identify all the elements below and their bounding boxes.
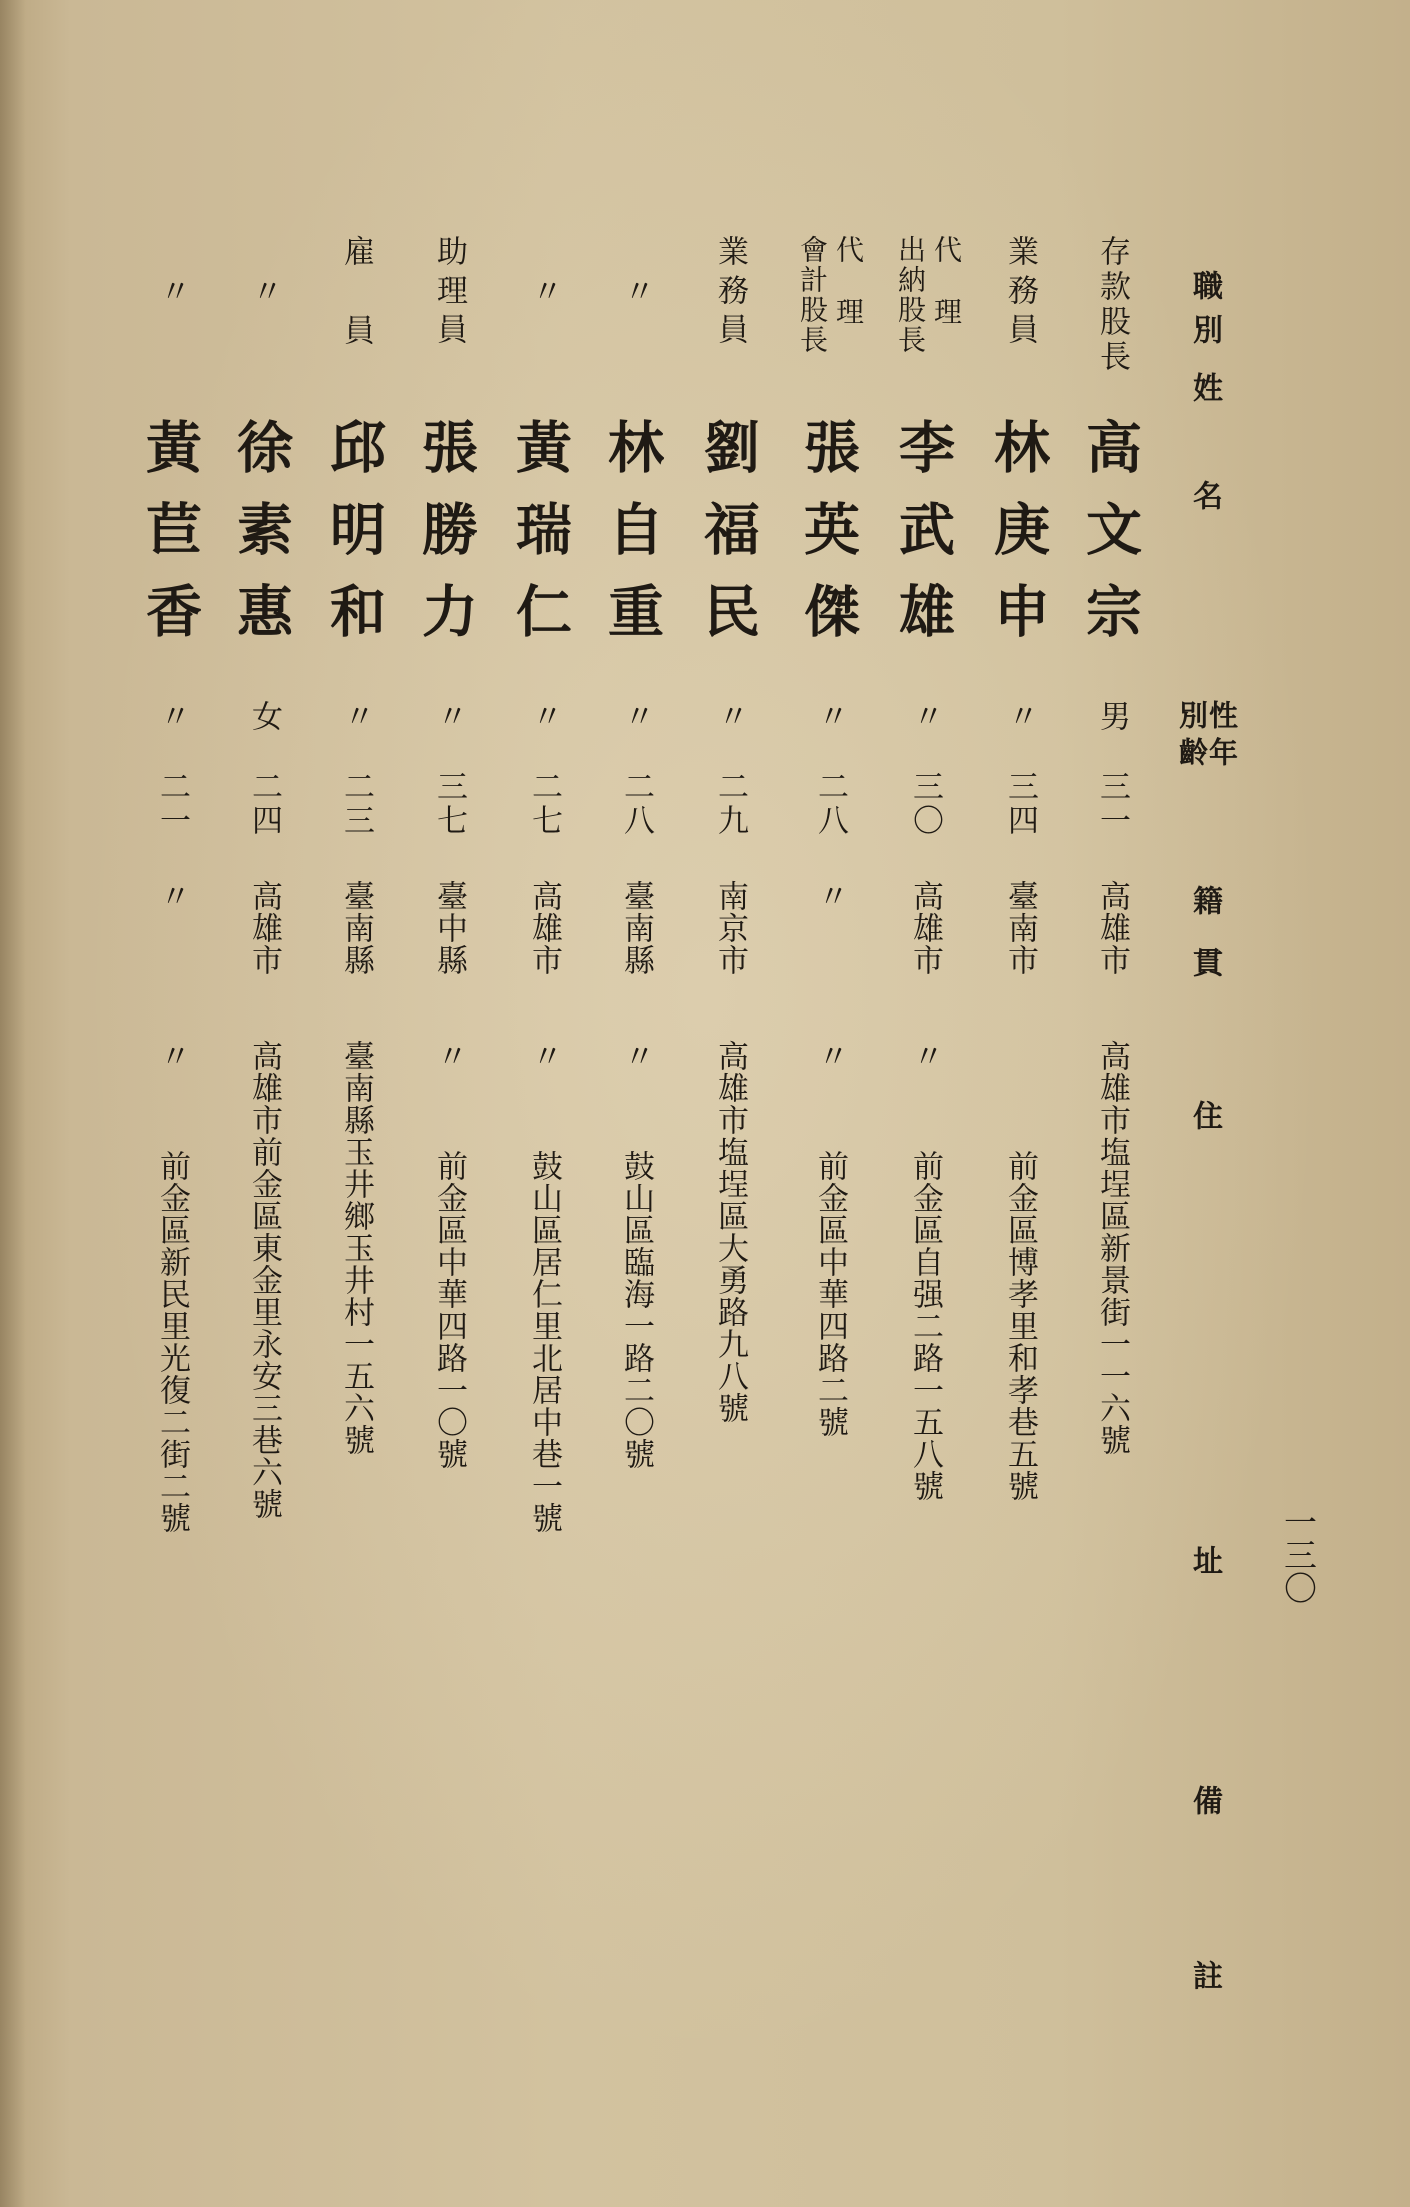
row-address: 前金區自强二路一五八號 <box>907 1150 943 1502</box>
row-age: 三一 <box>1094 770 1130 838</box>
row-name: 張勝力 <box>413 418 479 664</box>
row-age: 二一 <box>154 770 190 838</box>
row-sex: 〃 <box>154 700 190 734</box>
row-address: 臺南縣玉井鄉玉井村一五六號 <box>338 1040 374 1456</box>
row-title: 〃 <box>526 275 562 310</box>
header-sex-age-top: 性年 <box>1205 700 1239 774</box>
row-address: 前金區新民里光復二街二號 <box>154 1150 190 1534</box>
row-origin: 〃 <box>812 880 848 912</box>
row-address: 高雄市塩埕區大勇路九八號 <box>712 1040 748 1424</box>
page-number: 一三〇 <box>1279 1505 1318 1604</box>
row-title: 會計股長 <box>796 235 829 355</box>
row-title: 業務員 <box>1002 235 1038 352</box>
row-title: 出納股長 <box>894 235 927 355</box>
row-title: 雇員 <box>338 235 374 393</box>
row-sex: 男 <box>1094 700 1130 734</box>
row-address: 鼓山區臨海一路二〇號 <box>618 1150 654 1470</box>
row-origin: 臺南縣 <box>338 880 374 976</box>
row-name: 黃苣香 <box>137 418 203 664</box>
row-age: 三七 <box>431 770 467 838</box>
header-remarks-top: 備 <box>1187 1785 1222 1815</box>
row-title: 〃 <box>246 275 282 310</box>
row-sex: 〃 <box>526 700 562 734</box>
row-address: 高雄市塩埕區新景街一一六號 <box>1094 1040 1130 1456</box>
row-address: 前金區中華四路二號 <box>812 1150 848 1438</box>
row-origin: 高雄市 <box>526 880 562 976</box>
row-origin: 臺中縣 <box>431 880 467 976</box>
row-age: 二三 <box>338 770 374 838</box>
row-age: 二八 <box>812 770 848 838</box>
row-ditto-marker: 〃 <box>526 1040 562 1072</box>
row-sex: 〃 <box>907 700 943 734</box>
row-age: 二七 <box>526 770 562 838</box>
row-title-group <box>790 235 870 405</box>
row-address: 前金區博孝里和孝巷五號 <box>1002 1150 1038 1502</box>
row-title: 助理員 <box>431 235 467 352</box>
row-title: 業務員 <box>712 235 748 352</box>
row-name: 林庚申 <box>985 418 1051 664</box>
row-age: 二八 <box>618 770 654 838</box>
row-name: 李武雄 <box>890 418 956 664</box>
row-address: 高雄市前金區東金里永安三巷六號 <box>246 1040 282 1520</box>
row-sex: 〃 <box>338 700 374 734</box>
row-origin: 高雄市 <box>246 880 282 976</box>
row-origin: 臺南縣 <box>618 880 654 976</box>
row-sex: 〃 <box>712 700 748 734</box>
row-origin: 〃 <box>154 880 190 912</box>
header-address-bottom: 址 <box>1187 1545 1222 1575</box>
header-address-top: 住 <box>1187 1100 1222 1130</box>
row-ditto-marker: 〃 <box>154 1040 190 1072</box>
row-name: 高文宗 <box>1077 418 1143 664</box>
row-name: 邱明和 <box>321 418 387 664</box>
row-age: 二四 <box>246 770 282 838</box>
row-name: 黃瑞仁 <box>507 418 573 664</box>
row-sex: 〃 <box>431 700 467 734</box>
row-sex: 女 <box>246 700 282 734</box>
row-address: 前金區中華四路一〇號 <box>431 1150 467 1470</box>
row-sex: 〃 <box>618 700 654 734</box>
row-origin: 高雄市 <box>1094 880 1130 976</box>
row-title-note: 代理 <box>832 235 865 359</box>
header-sex-age-bottom: 別齡 <box>1175 700 1209 774</box>
row-origin: 高雄市 <box>907 880 943 976</box>
header-name: 姓 名 <box>1187 372 1222 516</box>
page-edge-shadow <box>0 0 26 2207</box>
row-ditto-marker: 〃 <box>907 1040 943 1072</box>
header-remarks-bottom: 註 <box>1187 1960 1222 1990</box>
row-name: 林自重 <box>599 418 665 664</box>
row-title-group <box>888 235 968 405</box>
header-origin: 籍貫 <box>1187 885 1222 1009</box>
row-origin: 臺南市 <box>1002 880 1038 976</box>
row-ditto-marker: 〃 <box>431 1040 467 1072</box>
row-age: 三〇 <box>907 770 943 838</box>
row-title: 〃 <box>154 275 190 310</box>
row-sex: 〃 <box>812 700 848 734</box>
row-age: 三四 <box>1002 770 1038 838</box>
row-title: 存款股長 <box>1094 235 1130 375</box>
row-title-note: 代理 <box>930 235 963 359</box>
header-title: 職別 <box>1187 270 1222 358</box>
row-address: 鼓山區居仁里北居中巷一號 <box>526 1150 562 1534</box>
row-name: 張英傑 <box>795 418 861 664</box>
row-ditto-marker: 〃 <box>618 1040 654 1072</box>
row-name: 徐素惠 <box>228 418 294 664</box>
row-title: 〃 <box>618 275 654 310</box>
row-ditto-marker: 〃 <box>812 1040 848 1072</box>
row-name: 劉福民 <box>695 418 761 664</box>
row-origin: 南京市 <box>712 880 748 976</box>
row-age: 二九 <box>712 770 748 838</box>
row-sex: 〃 <box>1002 700 1038 734</box>
